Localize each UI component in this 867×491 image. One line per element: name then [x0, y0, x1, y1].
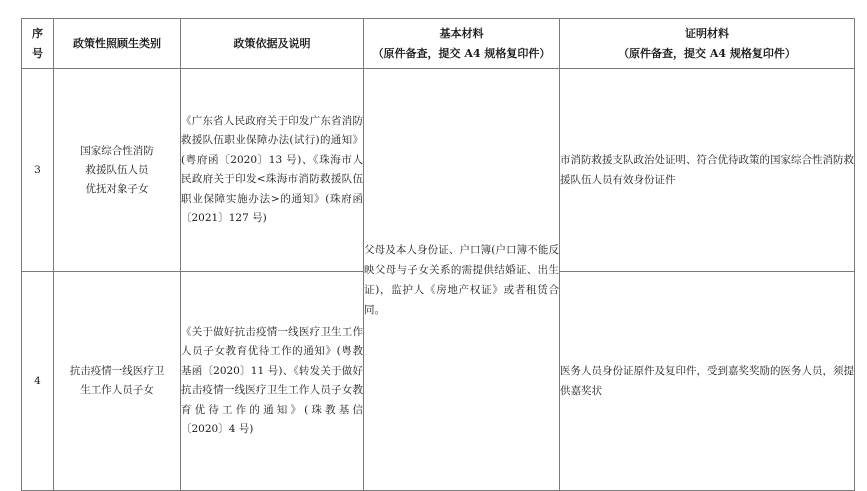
header-basic-note: （原件备查，提交 A4 规格复印件）	[372, 46, 551, 60]
row-category: 抗击疫情一线医疗卫 生工作人员子女	[54, 272, 181, 491]
row-basis: 《广东省人民政府关于印发广东省消防救援队伍职业保障办法(试行)的通知》(粤府函〔2020〕13 号)、《珠海市人民政府关于印发<珠海市消防救援队伍职业保障实施办法>的通知》(珠府函〔2021〕127 号)	[181, 69, 364, 272]
row-category: 国家综合性消防 救援队伍人员 优抚对象子女	[54, 69, 181, 272]
row-proof: 市消防救援支队政治处证明、符合优待政策的国家综合性消防救援队伍人员有效身份证件	[560, 69, 855, 272]
header-proof-title: 证明材料	[685, 26, 729, 40]
row-seq: 4	[22, 272, 54, 491]
table-row	[22, 69, 855, 272]
header-row	[22, 19, 855, 69]
header-basis: 政策依据及说明	[181, 19, 364, 69]
basic-materials-cell: 父母及本人身份证、户口簿(户口簿不能反映父母与子女关系的需提供结婚证、出生证)，监护人《房地产权证》或者租赁合同。	[364, 69, 560, 491]
header-proof-materials	[560, 19, 855, 69]
header-basic-materials	[364, 19, 560, 69]
header-category: 政策性照顾生类别	[54, 19, 181, 69]
header-seq: 序号	[22, 19, 54, 69]
row-seq: 3	[22, 69, 54, 272]
row-basis: 《关于做好抗击疫情一线医疗卫生工作人员子女教育优待工作的通知》(粤教基函〔2020〕11 号)、《转发关于做好抗击疫情一线医疗卫生工作人员子女教育优待工作的通知》(珠教基信〔2020〕4 号)	[181, 272, 364, 491]
header-basic-title: 基本材料	[439, 26, 484, 40]
row-proof: 医务人员身份证原件及复印件，受到嘉奖奖励的医务人员，须提供嘉奖状	[560, 272, 855, 491]
header-proof-note: （原件备查，提交 A4 规格复印件）	[618, 46, 796, 60]
policy-table	[21, 18, 855, 491]
